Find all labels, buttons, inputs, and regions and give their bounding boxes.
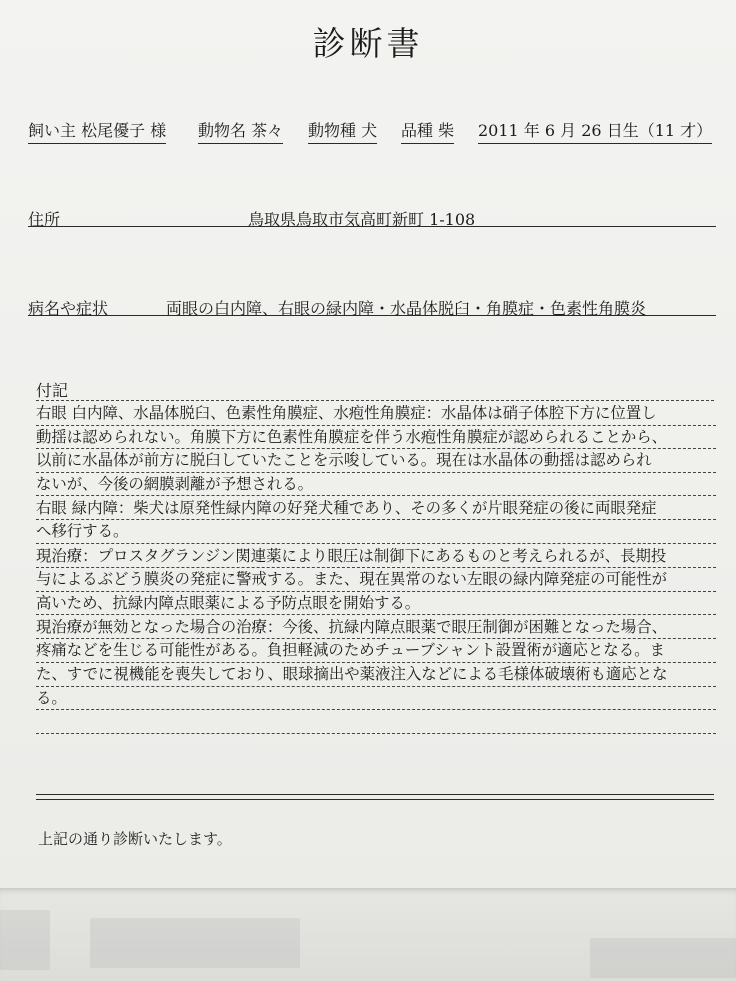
owner-name: 松尾優子 xyxy=(81,121,146,140)
note-line: た、すでに視機能を喪失しており、眼球摘出や薬液注入などによる毛様体破壊術も適応とな xyxy=(36,663,716,687)
note-line: 高いため、抗緑内障点眼薬による予防点眼を開始する。 xyxy=(36,592,716,616)
note-line: 疼痛などを生じる可能性がある。負担軽減のためチューブシャント設置術が適応となる。ま xyxy=(36,639,716,663)
breed-underline xyxy=(401,121,454,144)
note-paragraph-right-eye-glaucoma xyxy=(36,497,716,544)
notes-top-rule xyxy=(36,400,714,401)
birth-field xyxy=(478,118,712,141)
breed-value: 柴 xyxy=(438,121,455,140)
diagnosis-value: 両眼の白内障、右眼の緑内障・水晶体脱臼・角膜症・色素性角膜炎 xyxy=(166,299,647,318)
animal-name-underline xyxy=(198,121,283,144)
owner-suffix: 様 xyxy=(150,121,167,140)
species-label: 動物種 xyxy=(308,121,357,140)
bleed-through-mark xyxy=(90,918,300,968)
diagnosis-label: 病名や症状 xyxy=(28,299,109,318)
notes-label: 付記 xyxy=(36,381,69,400)
animal-name: 茶々 xyxy=(251,121,284,140)
bleed-through-mark xyxy=(590,938,736,978)
animal-name-label: 動物名 xyxy=(198,121,247,140)
note-line: ないが、今後の網膜剥離が予想される。 xyxy=(36,473,716,497)
diagnosis-underline xyxy=(28,315,716,316)
owner-field xyxy=(28,118,166,141)
breed-field xyxy=(401,118,454,141)
address-label: 住所 xyxy=(28,210,61,229)
note-line: 現治療：プロスタグランジン関連薬により眼圧は制御下にあるものと考えられるが、長期投 xyxy=(36,545,716,569)
owner-label: 飼い主 xyxy=(28,121,77,140)
note-line: へ移行する。 xyxy=(36,520,716,544)
owner-field-underline xyxy=(28,121,166,144)
note-paragraph-right-eye-cataract xyxy=(36,402,716,496)
species-field xyxy=(308,118,377,141)
notes-closing-double-rule xyxy=(36,794,714,800)
note-paragraph-current-treatment xyxy=(36,545,716,616)
species-underline xyxy=(308,121,377,144)
note-paragraph-fallback-treatment xyxy=(36,616,716,710)
document-title: 診断書 xyxy=(312,24,424,63)
note-line: 右眼 白内障、水晶体脱臼、色素性角膜症、水疱性角膜症：水晶体は硝子体腔下方に位置し xyxy=(36,402,716,426)
note-blank-line xyxy=(36,711,716,735)
underlying-paper xyxy=(0,888,736,981)
address-underline xyxy=(28,226,716,227)
note-line: 与によるぶどう膜炎の発症に警戒する。また、現在異常のない左眼の緑内障発症の可能性が xyxy=(36,568,716,592)
address-value: 鳥取県鳥取市気高町新町 1-108 xyxy=(248,210,476,229)
animal-name-field xyxy=(198,118,283,141)
note-line: 現治療が無効となった場合の治療：今後、抗緑内障点眼薬で眼圧制御が困難となった場合、 xyxy=(36,616,716,640)
breed-label: 品種 xyxy=(401,121,434,140)
note-line: 動揺は認められない。角膜下方に色素性角膜症を伴う水疱性角膜症が認められることから、 xyxy=(36,426,716,450)
bleed-through-mark xyxy=(0,910,50,970)
note-line: 右眼 緑内障：柴犬は原発性緑内障の好発犬種であり、その多くが片眼発症の後に両眼発症 xyxy=(36,497,716,521)
notes-body xyxy=(36,402,716,734)
birth-value: 2011 年 6 月 26 日生（11 才） xyxy=(478,121,712,144)
species-value: 犬 xyxy=(361,121,378,140)
note-line: 以前に水晶体が前方に脱臼していたことを示唆している。現在は水晶体の動揺は認められ xyxy=(36,449,716,473)
closing-statement: 上記の通り診断いたします。 xyxy=(38,830,232,848)
note-line: る。 xyxy=(36,687,716,711)
